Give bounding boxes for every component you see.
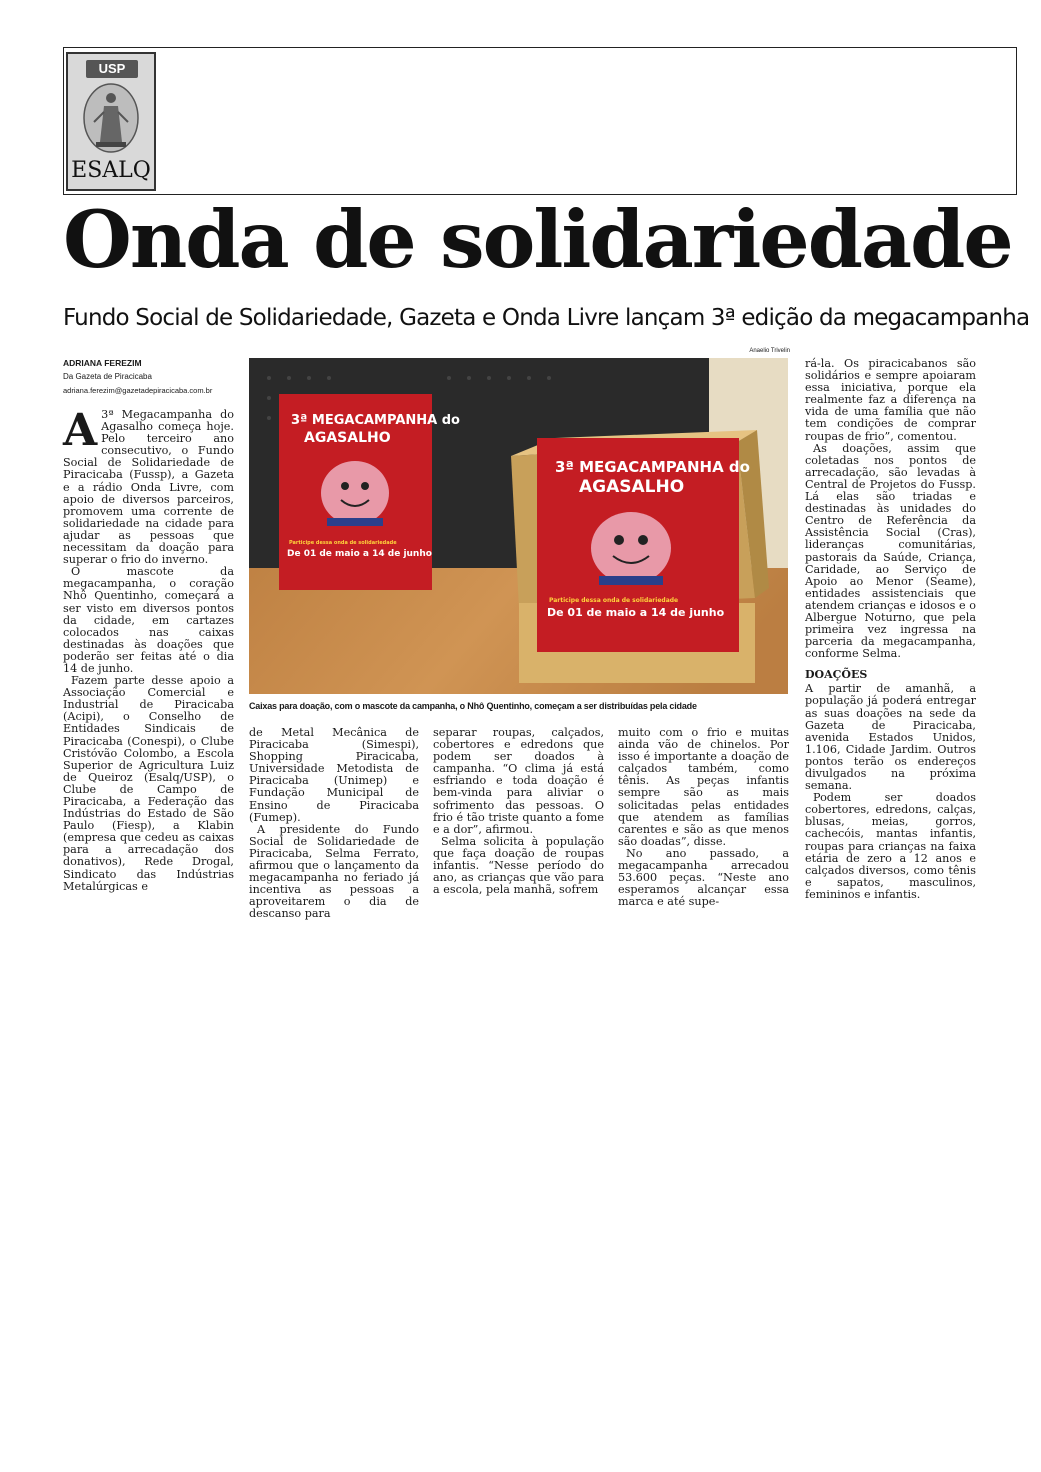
photo-caption: Caixas para doação, com o mascote da campanha, o Nhô Quentinho, começam a ser distribuídas pela cidade [249, 701, 697, 711]
poster-left-title-1: 3ª MEGACAMPANHA do [291, 413, 460, 428]
article-paragraph: Podem ser doados cobertores, edredons, calças, blusas, meias, gorros, cachecóis, mantas infantis, roupas para crianças na faixa etária de zero a 12 anos e calçados diversos, como tênis e sapatos, masculinos, femininos e infantis. [805, 791, 976, 901]
article-column-1 [63, 405, 234, 893]
poster-right-title-2: AGASALHO [579, 477, 685, 497]
article-column-2 [249, 727, 419, 921]
article-paragraph: muito com o frio e muitas ainda vão de chinelos. Por isso é importante a doação de calçados também, como tênis. As peças infantis sempre são as mais solicitadas pelas entidades que atendem as famílias carentes e são as que menos são doadas”, disse. [618, 726, 789, 848]
photo-credit: Anaelio Trivelin [749, 348, 790, 354]
logo-esalq-text: ESALQ [71, 158, 151, 183]
article-paragraph: rá-la. Os piracicabanos são solidários e sempre apoiaram essa iniciativa, porque ela realmente faz a diferença na vida de uma família que não tem condições de comprar roupas de frio”, comentou. [805, 357, 976, 443]
subheadline: Fundo Social de Solidariedade, Gazeta e Onda Livre lançam 3ª edição da megacampanha [63, 305, 1030, 331]
campaign-photo [249, 358, 788, 694]
article-paragraph: Fazem parte desse apoio a Associação Comercial e Industrial de Piracicaba (Acipi), o Conselho de Entidades Sindicais de Piracicaba (Conespi), o Clube Cristóvão Colombo, a Escola Superior de Agricultura Luiz de Queiroz (Esalq/USP), o Clube de Campo de Piracicaba, a Federação das Indústrias do Estado de São Paulo (Fiesp), a Klabin (empresa que cedeu as caixas para a arrecadação dos donativos), Rede Drogal, Sindicato das Indústrias Metalúrgicas e [63, 674, 234, 893]
article-paragraph: A partir de amanhã, a população já poderá entregar as suas doações na sede da Gazeta de Piracicaba, avenida Estados Unidos, 1.106, Cidade Jardim. Outros pontos terão os endereços divulgados na próxima semana. [805, 682, 976, 793]
article-paragraph: No ano passado, a megacampanha arrecadou 53.600 peças. “Neste ano esperamos alcançar essa marca e até supe- [618, 846, 789, 909]
poster-right-title-1: 3ª MEGACAMPANHA do [555, 458, 750, 476]
article-paragraph: separar roupas, calçados, cobertores e edredons que podem ser doados à campanha. “O clima já está esfriando e toda doação é bem-vinda para aliviar o sofrimento das pessoas. O frio é tão triste quanto a fome e a dor”, afirmou. [433, 726, 604, 836]
byline-org: Da Gazeta de Piracicaba [63, 372, 152, 381]
article-paragraph: 3ª Megacampanha do Agasalho começa hoje. Pelo terceiro ano consecutivo, o Fundo Social de Solidariedade de Piracicaba (Fussp), a Gazeta e a rádio Onda Livre, com apoio de diversos parceiros, promovem uma corrente de solidariedade na cidade para ajudar as pessoas que necessitam da doação para superar o frio do inverno. [63, 408, 234, 567]
article-paragraph: de Metal Mecânica de Piracicaba (Simespi), Shopping Piracicaba, Universidade Metodista de Piracicaba (Unimep) e Fundação Municipal de Ensino de Piracicaba (Fumep). [249, 726, 419, 824]
byline-author: ADRIANA FEREZIM [63, 358, 142, 368]
poster-left-title-2: AGASALHO [304, 430, 391, 446]
usp-esalq-logo [66, 52, 156, 191]
poster-left-tagline: Participe dessa onda de solidariedade [289, 540, 397, 546]
article-paragraph: As doações, assim que coletadas nos pontos de arrecadação, são levadas à Central de Projetos do Fussp. Lá elas são triadas e destinadas às unidades do Centro de Referência da Assistência Social (Cras), lideranças comunitárias, pastorais da Saúde, Criança, Caridade, ao Serviço de Apoio ao Menor (Seame), entidades assistenciais que atendem crianças e idosos e o Albergue Noturno, que pela primeira vez ingressa na parceria da megacampanha, conforme Selma. [805, 441, 976, 661]
article-column-4 [618, 727, 789, 908]
article-column-3 [433, 727, 604, 896]
article-paragraph: O mascote da megacampanha, o coração Nhô Quentinho, começará a ser visto em diversos pontos da cidade, em cartazes colocados nas caixas destinadas às doações que poderão ser feitas até o dia 14 de junho. [63, 565, 234, 675]
statue-icon [82, 82, 140, 154]
poster-right [537, 438, 750, 652]
headline: Onda de solidariedade [63, 193, 1012, 286]
poster-left-dates: De 01 de maio a 14 de junho [287, 549, 432, 559]
poster-right-tagline: Participe dessa onda de solidariedade [549, 597, 679, 604]
section-subtitle: DOAÇÕES [805, 668, 868, 682]
article-paragraph: Selma solicita à população que faça doação de roupas infantis. “Nesse período do ano, as crianças que vão para a escola, pela manhã, sofrem [433, 834, 604, 897]
poster-right-dates: De 01 de maio a 14 de junho [547, 606, 725, 619]
logo-usp-text: USP [86, 60, 138, 78]
header-frame [63, 47, 1017, 195]
article-paragraph: A presidente do Fundo Social de Solidariedade de Piracicaba, Selma Ferrato, afirmou que o lançamento da megacampanha no feriado já incentiva as pessoas a aproveitarem o dia de descanso para [249, 822, 419, 921]
article-column-5 [805, 358, 976, 901]
dropcap: A [63, 405, 98, 456]
byline-email: adriana.ferezim@gazetadepiracicaba.com.br [63, 386, 213, 395]
